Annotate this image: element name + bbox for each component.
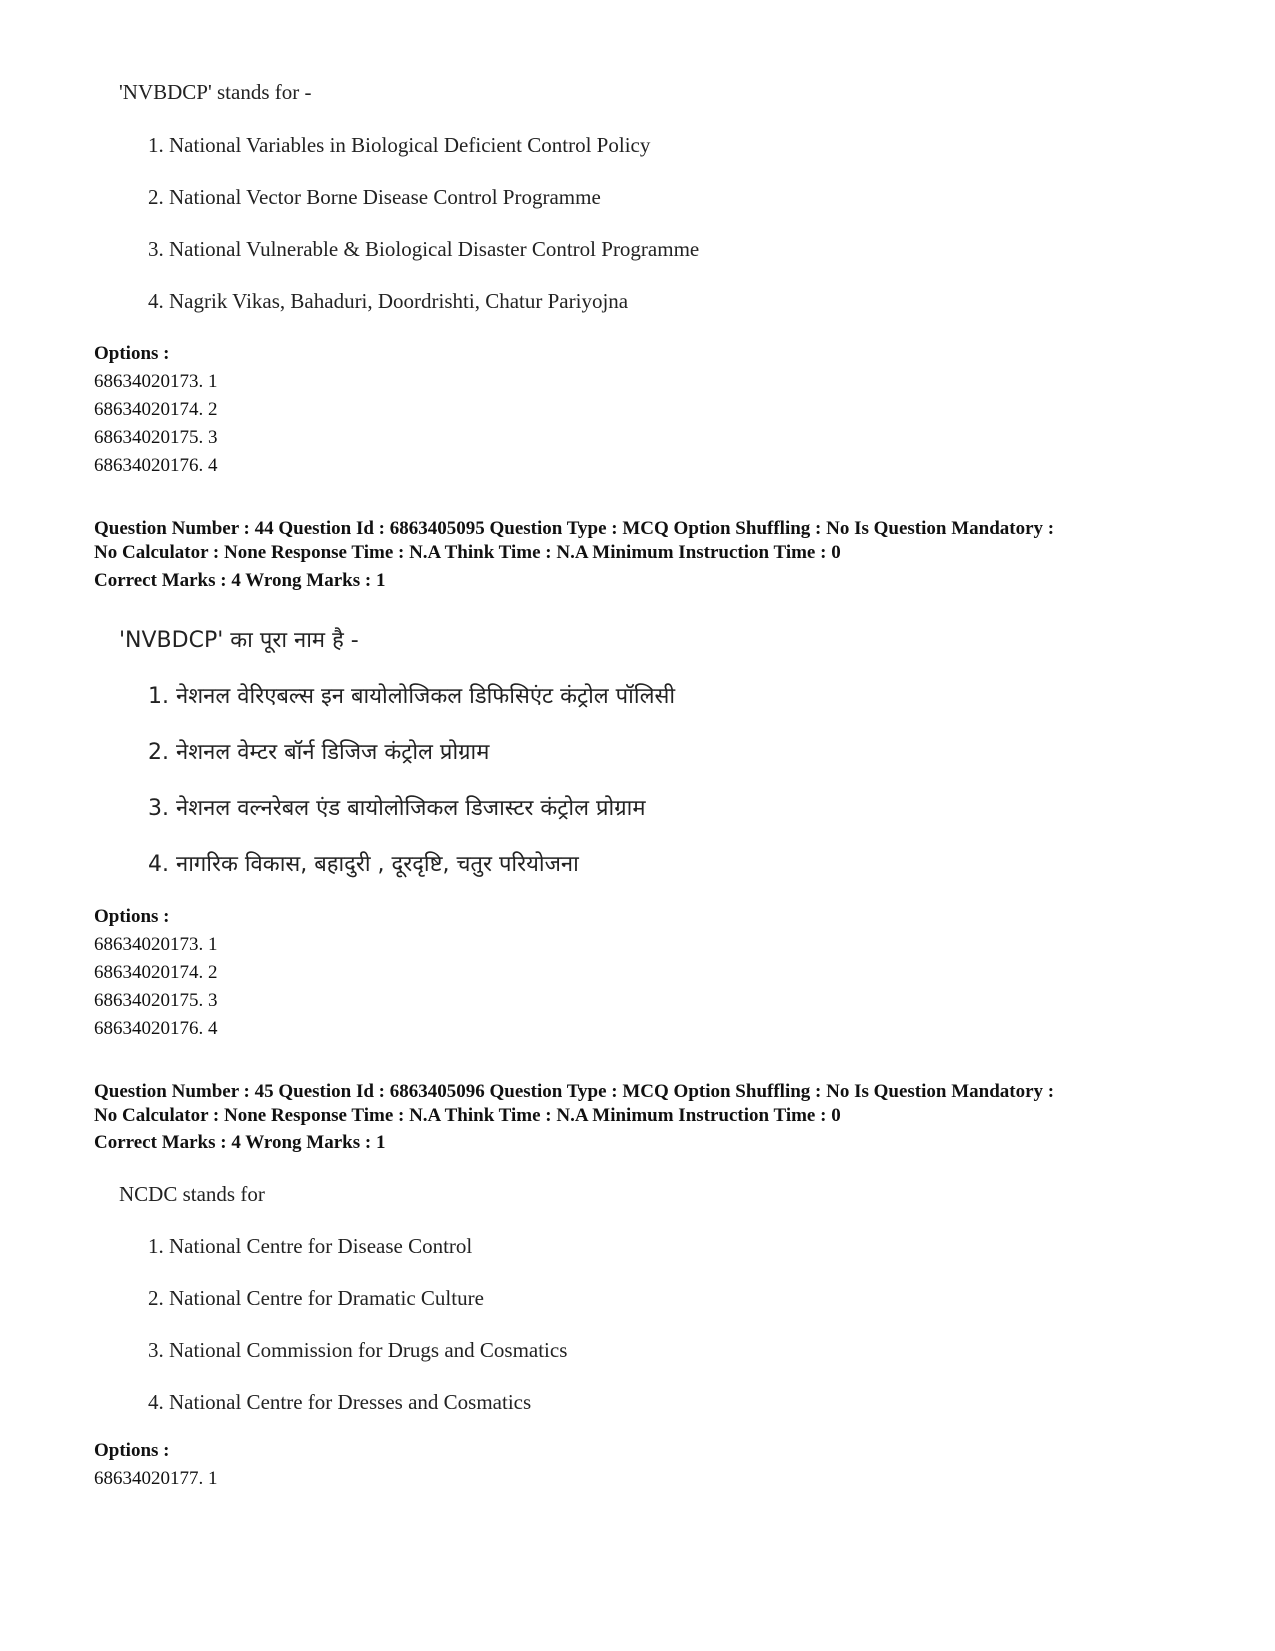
- choice-2: 2. नेशनल वेम्टर बॉर्न डिजिज कंट्रोल प्रोग्राम: [148, 740, 490, 765]
- question-meta-line-2: No Calculator : None Response Time : N.A Think Time : N.A Minimum Instruction Time : 0: [94, 542, 841, 563]
- choice-3: 3. National Vulnerable & Biological Disaster Control Programme: [148, 237, 700, 261]
- choice-1: 1. National Variables in Biological Deficient Control Policy: [148, 133, 651, 157]
- option-line: 68634020176. 4: [94, 1018, 218, 1039]
- option-line: 68634020173. 1: [94, 934, 218, 955]
- question-meta: [94, 1080, 1194, 1128]
- option-line: 68634020175. 3: [94, 427, 218, 448]
- choice-2: 2. National Centre for Dramatic Culture: [148, 1286, 484, 1310]
- question-meta-line-1: Question Number : 45 Question Id : 6863405096 Question Type : MCQ Option Shuffling : No Is Question Mandatory :: [94, 1081, 1055, 1102]
- question-text: 'NVBDCP' stands for -: [119, 80, 312, 104]
- question-meta: [94, 517, 1194, 565]
- option-line: 68634020175. 3: [94, 990, 218, 1011]
- options-heading: Options :: [94, 1440, 170, 1461]
- choice-1: 1. नेशनल वेरिएबल्स इन बायोलोजिकल डिफिसिएंट कंट्रोल पॉलिसी: [148, 684, 676, 709]
- choice-4: 4. नागरिक विकास, बहादुरी , दूरदृष्टि, चतुर परियोजना: [148, 852, 579, 877]
- question-meta-line-2: No Calculator : None Response Time : N.A Think Time : N.A Minimum Instruction Time : 0: [94, 1105, 841, 1126]
- choice-4: 4. Nagrik Vikas, Bahaduri, Doordrishti, Chatur Pariyojna: [148, 289, 629, 313]
- question-marks: Correct Marks : 4 Wrong Marks : 1: [94, 570, 386, 591]
- choice-2: 2. National Vector Borne Disease Control Programme: [148, 185, 601, 209]
- option-line: 68634020173. 1: [94, 371, 218, 392]
- question-text: 'NVBDCP' का पूरा नाम है -: [119, 628, 359, 653]
- question-marks: Correct Marks : 4 Wrong Marks : 1: [94, 1132, 386, 1153]
- option-line: 68634020174. 2: [94, 399, 218, 420]
- option-line: 68634020174. 2: [94, 962, 218, 983]
- choice-1: 1. National Centre for Disease Control: [148, 1234, 473, 1258]
- options-heading: Options :: [94, 906, 170, 927]
- option-line: 68634020177. 1: [94, 1468, 218, 1489]
- choice-4: 4. National Centre for Dresses and Cosmatics: [148, 1390, 532, 1414]
- choice-3: 3. National Commission for Drugs and Cosmatics: [148, 1338, 568, 1362]
- option-line: 68634020176. 4: [94, 455, 218, 476]
- question-text: NCDC stands for: [119, 1182, 265, 1206]
- question-meta-line-1: Question Number : 44 Question Id : 6863405095 Question Type : MCQ Option Shuffling : No Is Question Mandatory :: [94, 518, 1055, 539]
- options-heading: Options :: [94, 343, 170, 364]
- choice-3: 3. नेशनल वल्नरेबल एंड बायोलोजिकल डिजास्टर कंट्रोल प्रोग्राम: [148, 796, 646, 821]
